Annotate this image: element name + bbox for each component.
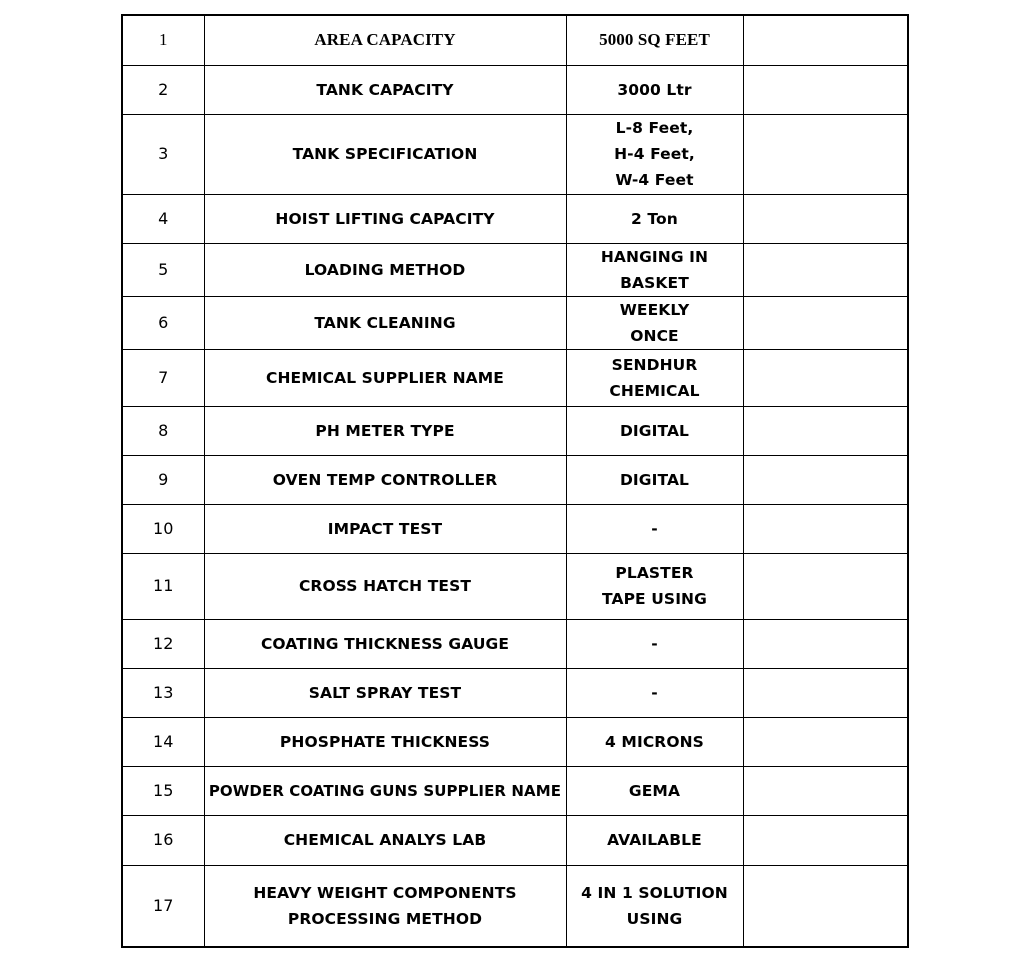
- table-row: [122, 296, 908, 349]
- value-cell: -: [566, 619, 743, 668]
- table-row: [122, 717, 908, 766]
- parameter-cell: TANK SPECIFICATION: [204, 114, 566, 194]
- parameter-cell: TANK CAPACITY: [204, 65, 566, 114]
- extra-cell: [743, 553, 908, 619]
- extra-cell: [743, 766, 908, 815]
- value-cell: -: [566, 668, 743, 717]
- extra-cell: [743, 865, 908, 947]
- extra-cell: [743, 717, 908, 766]
- table-row: [122, 815, 908, 865]
- extra-cell: [743, 194, 908, 243]
- value-cell: 4 IN 1 SOLUTION USING: [566, 865, 743, 947]
- row-number: 4: [122, 194, 204, 243]
- table-row: [122, 865, 908, 947]
- extra-cell: [743, 455, 908, 504]
- row-number: 7: [122, 349, 204, 406]
- row-number: 12: [122, 619, 204, 668]
- extra-cell: [743, 296, 908, 349]
- extra-cell: [743, 668, 908, 717]
- row-number: 13: [122, 668, 204, 717]
- row-number: 2: [122, 65, 204, 114]
- table-row: [122, 15, 908, 65]
- extra-cell: [743, 406, 908, 455]
- extra-cell: [743, 243, 908, 296]
- table-row: [122, 65, 908, 114]
- table-row: [122, 243, 908, 296]
- parameter-cell: HOIST LIFTING CAPACITY: [204, 194, 566, 243]
- extra-cell: [743, 15, 908, 65]
- row-number: 15: [122, 766, 204, 815]
- extra-cell: [743, 504, 908, 553]
- value-cell: 2 Ton: [566, 194, 743, 243]
- parameter-cell: CROSS HATCH TEST: [204, 553, 566, 619]
- table-row: [122, 114, 908, 194]
- extra-cell: [743, 815, 908, 865]
- value-cell: DIGITAL: [566, 455, 743, 504]
- extra-cell: [743, 349, 908, 406]
- parameter-cell: PHOSPHATE THICKNESS: [204, 717, 566, 766]
- parameter-cell: SALT SPRAY TEST: [204, 668, 566, 717]
- parameter-cell: AREA CAPACITY: [204, 15, 566, 65]
- value-cell: SENDHUR CHEMICAL: [566, 349, 743, 406]
- specification-table: [121, 14, 909, 948]
- parameter-cell: OVEN TEMP CONTROLLER: [204, 455, 566, 504]
- row-number: 8: [122, 406, 204, 455]
- row-number: 5: [122, 243, 204, 296]
- parameter-cell: TANK CLEANING: [204, 296, 566, 349]
- extra-cell: [743, 619, 908, 668]
- table-row: [122, 766, 908, 815]
- table-row: [122, 619, 908, 668]
- value-cell: 4 MICRONS: [566, 717, 743, 766]
- table-row: [122, 504, 908, 553]
- row-number: 10: [122, 504, 204, 553]
- value-cell: 5000 SQ FEET: [566, 15, 743, 65]
- value-cell: HANGING IN BASKET: [566, 243, 743, 296]
- table-row: [122, 455, 908, 504]
- row-number: 11: [122, 553, 204, 619]
- row-number: 3: [122, 114, 204, 194]
- row-number: 1: [122, 15, 204, 65]
- value-cell: PLASTER TAPE USING: [566, 553, 743, 619]
- parameter-cell: CHEMICAL SUPPLIER NAME: [204, 349, 566, 406]
- row-number: 6: [122, 296, 204, 349]
- table-row: [122, 553, 908, 619]
- value-cell: AVAILABLE: [566, 815, 743, 865]
- value-cell: GEMA: [566, 766, 743, 815]
- parameter-cell: COATING THICKNESS GAUGE: [204, 619, 566, 668]
- parameter-cell: IMPACT TEST: [204, 504, 566, 553]
- value-cell: DIGITAL: [566, 406, 743, 455]
- value-cell: L-8 Feet, H-4 Feet, W-4 Feet: [566, 114, 743, 194]
- extra-cell: [743, 65, 908, 114]
- row-number: 17: [122, 865, 204, 947]
- parameter-cell: POWDER COATING GUNS SUPPLIER NAME: [204, 766, 566, 815]
- extra-cell: [743, 114, 908, 194]
- value-cell: -: [566, 504, 743, 553]
- parameter-cell: CHEMICAL ANALYS LAB: [204, 815, 566, 865]
- table-row: [122, 406, 908, 455]
- table-row: [122, 194, 908, 243]
- row-number: 9: [122, 455, 204, 504]
- table-row: [122, 668, 908, 717]
- row-number: 14: [122, 717, 204, 766]
- value-cell: WEEKLY ONCE: [566, 296, 743, 349]
- parameter-cell: LOADING METHOD: [204, 243, 566, 296]
- value-cell: 3000 Ltr: [566, 65, 743, 114]
- table-row: [122, 349, 908, 406]
- row-number: 16: [122, 815, 204, 865]
- parameter-cell: PH METER TYPE: [204, 406, 566, 455]
- parameter-cell: HEAVY WEIGHT COMPONENTS PROCESSING METHOD: [204, 865, 566, 947]
